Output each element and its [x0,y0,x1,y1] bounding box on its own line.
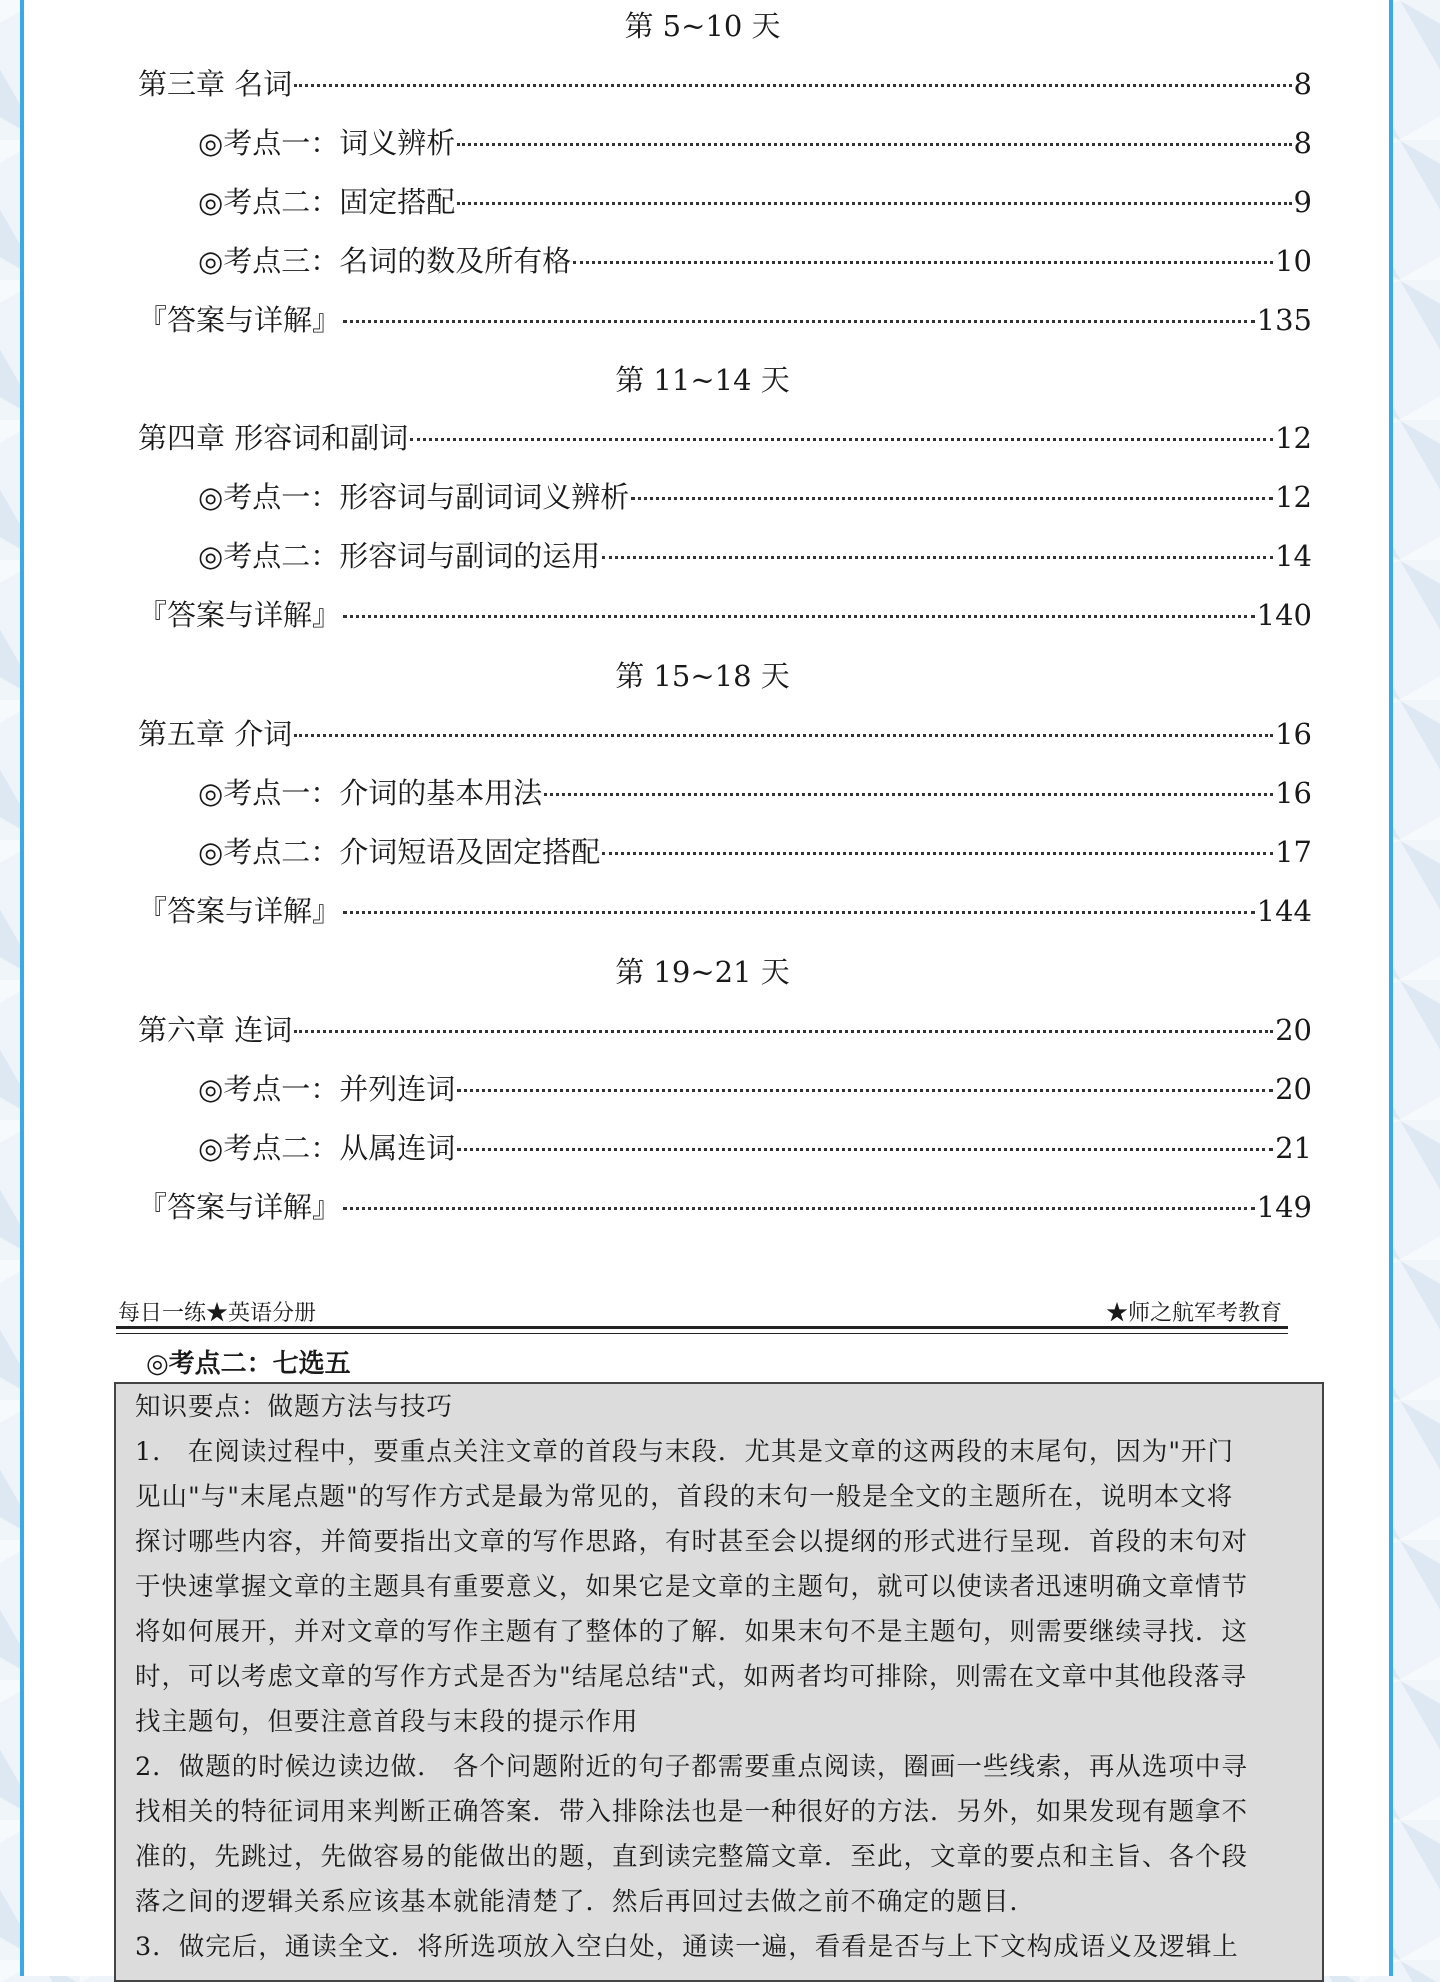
leader-dots [631,497,1273,500]
toc-chapter[interactable] [138,416,1312,456]
leader-dots [343,1207,1255,1210]
toc-chapter-label: 第三章 名词 [138,67,293,101]
toc-chapter-label: 第六章 连词 [138,1013,293,1047]
header-rule-thin [116,1333,1288,1334]
text-line: 找主题句，但要注意首段与末段的提示作用 [135,1707,639,1737]
toc-chapter[interactable] [138,62,1312,102]
toc-page-number: 14 [1275,539,1312,573]
toc-page-number: 10 [1275,244,1312,278]
leader-dots [343,911,1255,914]
toc-page-number: 8 [1293,126,1312,160]
toc-answer[interactable] [138,593,1312,633]
text-line: 将如何展开，并对文章的写作主题有了整体的了解．如果末句不是主题句，则需要继续寻找．这 [135,1617,1249,1647]
toc-page-number: 21 [1275,1131,1312,1165]
toc-point[interactable] [198,239,1312,279]
leader-dots [573,261,1273,264]
day-header: 第 19~21 天 [615,955,790,989]
toc-answer[interactable] [138,889,1312,929]
toc-point[interactable] [198,180,1312,220]
toc-page-number: 20 [1275,1072,1312,1106]
text-line: 探讨哪些内容，并简要指出文章的写作思路，有时甚至会以提纲的形式进行呈现．首段的末句对 [135,1527,1249,1557]
toc-point[interactable] [198,771,1312,811]
toc-page-number: 149 [1256,1190,1312,1224]
day-header: 第 11~14 天 [615,363,790,397]
toc-page-number: 16 [1275,776,1312,810]
toc-point[interactable] [198,475,1312,515]
leader-dots [410,438,1273,441]
leader-dots [457,1148,1273,1151]
text-line: 1． 在阅读过程中，要重点关注文章的首段与末段．尤其是文章的这两段的末尾句，因为"开门 [135,1437,1235,1467]
text-line: 时，可以考虑文章的写作方式是否为"结尾总结"式，如两者均可排除，则需在文章中其他段落寻 [135,1662,1247,1692]
toc-page-number: 140 [1256,598,1312,632]
leader-dots [602,556,1273,559]
text-line: 找相关的特征词用来判断正确答案．带入排除法也是一种很好的方法．另外，如果发现有题拿不 [135,1797,1249,1827]
toc-page-number: 9 [1293,185,1312,219]
toc-answer[interactable] [138,298,1312,338]
toc-answer-label: 『答案与详解』 [138,1190,342,1224]
day-header: 第 15~18 天 [615,659,790,693]
toc-point[interactable] [198,830,1312,870]
toc-page-number: 12 [1275,421,1312,455]
day-header: 第 5~10 天 [624,9,781,43]
text-line: 3．做完后，通读全文．将所选项放入空白处，通读一遍，看看是否与上下文构成语义及逻辑上 [135,1932,1239,1962]
toc-point[interactable] [198,121,1312,161]
text-line: 于快速掌握文章的主题具有重要意义，如果它是文章的主题句，就可以使读者迅速明确文章情节 [135,1572,1249,1602]
toc-point-label: ◎考点二：从属连词 [198,1131,456,1165]
toc-page-number: 17 [1275,835,1312,869]
leader-dots [343,615,1255,618]
toc-page-number: 16 [1275,717,1312,751]
toc-page-number: 144 [1256,894,1312,928]
toc-chapter[interactable] [138,712,1312,752]
box-title: 知识要点：做题方法与技巧 [135,1392,454,1422]
toc-chapter-label: 第四章 形容词和副词 [138,421,409,455]
leader-dots [457,1089,1273,1092]
toc-point[interactable] [198,534,1312,574]
leader-dots [343,320,1255,323]
running-header-left: 每日一练★英语分册 [118,1301,317,1326]
toc-page-number: 20 [1275,1013,1312,1047]
section-title: ◎考点二：七选五 [146,1349,351,1379]
text-line: 2．做题的时候边读边做． 各个问题附近的句子都需要重点阅读，圈画一些线索，再从选项中寻 [135,1752,1248,1782]
toc-answer[interactable] [138,1185,1312,1225]
toc-page-number: 12 [1275,480,1312,514]
toc-point-label: ◎考点二：介词短语及固定搭配 [198,835,601,869]
text-line: 准的，先跳过，先做容易的能做出的题，直到读完整篇文章．至此，文章的要点和主旨、各个段 [135,1842,1249,1872]
toc-point-label: ◎考点一：词义辨析 [198,126,456,160]
leader-dots [294,734,1273,737]
toc-point-label: ◎考点二：形容词与副词的运用 [198,539,601,573]
text-line: 落之间的逻辑关系应该基本就能清楚了．然后再回过去做之前不确定的题目． [135,1887,1037,1917]
running-header-right: ★师之航军考教育 [1105,1301,1282,1326]
header-rule-thick [116,1326,1288,1329]
toc-answer-label: 『答案与详解』 [138,894,342,928]
toc-point-label: ◎考点一：并列连词 [198,1072,456,1106]
toc-point-label: ◎考点一：形容词与副词词义辨析 [198,480,630,514]
toc-answer-label: 『答案与详解』 [138,598,342,632]
toc-point-label: ◎考点二：固定搭配 [198,185,456,219]
toc-point-label: ◎考点三：名词的数及所有格 [198,244,572,278]
leader-dots [457,202,1291,205]
leader-dots [602,852,1273,855]
toc-point-label: ◎考点一：介词的基本用法 [198,776,543,810]
toc-chapter[interactable] [138,1008,1312,1048]
toc-answer-label: 『答案与详解』 [138,303,342,337]
toc-point[interactable] [198,1126,1312,1166]
leader-dots [294,1030,1273,1033]
leader-dots [544,793,1273,796]
toc-page-number: 8 [1293,67,1312,101]
toc-chapter-label: 第五章 介词 [138,717,293,751]
leader-dots [457,143,1291,146]
leader-dots [294,84,1291,87]
toc-point[interactable] [198,1067,1312,1107]
text-line: 见山"与"末尾点题"的写作方式是最为常见的，首段的末句一般是全文的主题所在，说明本文将 [135,1482,1234,1512]
toc-page-number: 135 [1256,303,1312,337]
